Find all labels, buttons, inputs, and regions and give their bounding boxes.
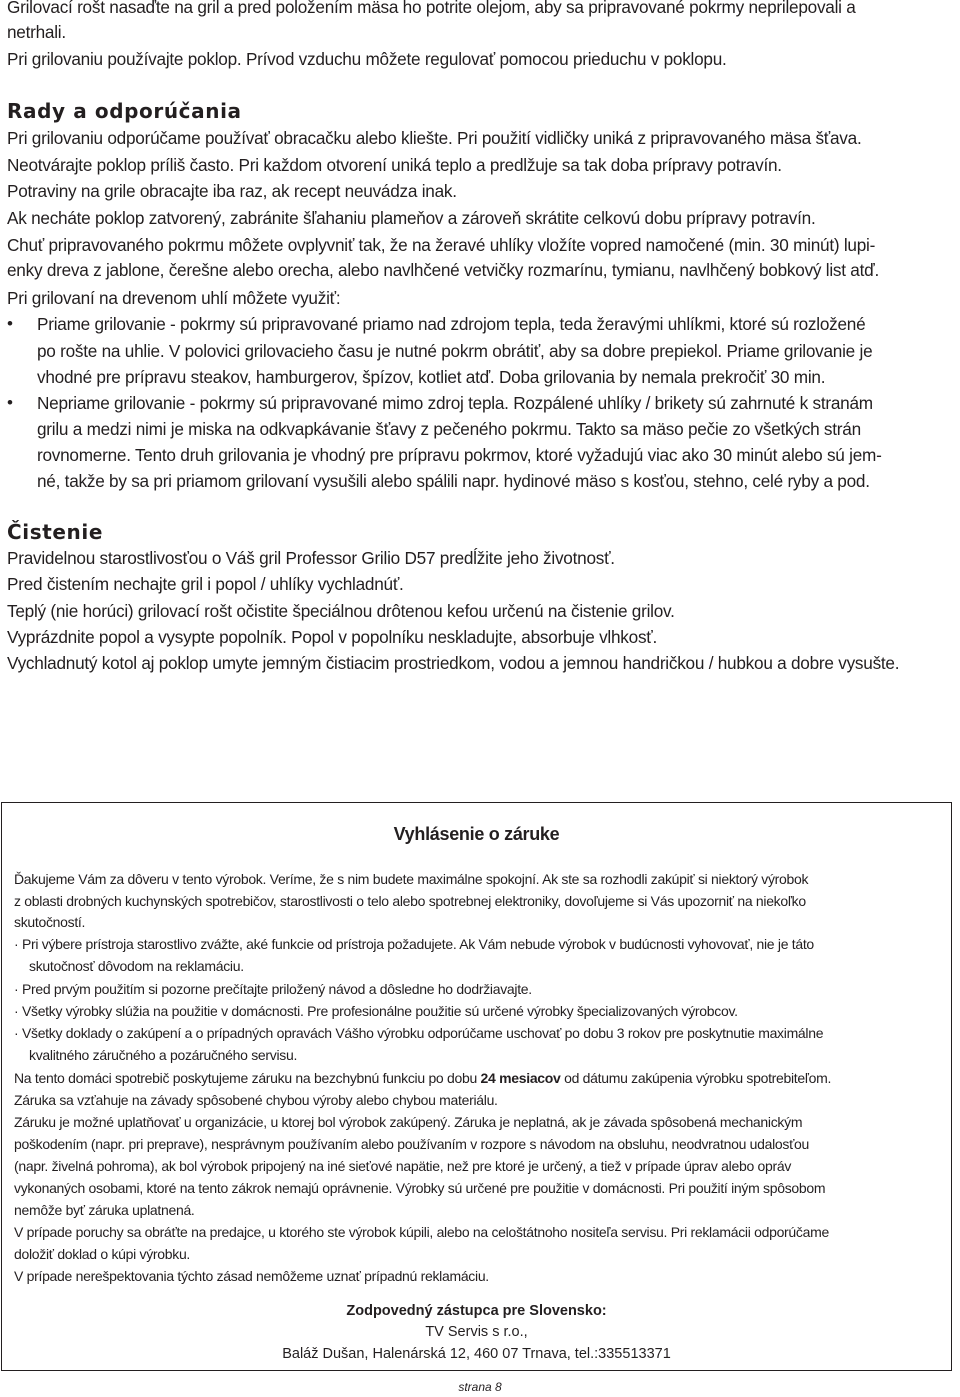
text-line: Vyprázdnite popol a vysypte popolník. Popol v popolníku neskladujte, absorbuje vlhkosť. [7, 627, 658, 647]
text-line: netrhali. [7, 22, 66, 42]
warranty-line: Záruka sa vzťahuje na závady spôsobené chybou výroby alebo chybou materiálu. [14, 1092, 498, 1108]
warranty-period-pre: Na tento domáci spotrebič poskytujeme záruku na bezchybnú funkciu po dobu [14, 1070, 481, 1086]
section-heading-rady: Rady a odporúčania [7, 99, 242, 123]
bullet-glyph: • [7, 314, 13, 333]
text-line: Pravidelnou starostlivosťou o Váš gril Professor Grilio D57 predĺžite jeho životnosť. [7, 548, 615, 568]
bullet-text-line: vhodné pre prípravu steakov, hamburgerov, špízov, kotliet atď. Doba grilovania by nemala prekročiť 30 min. [37, 367, 826, 387]
text-line: Vychladnutý kotol aj poklop umyte jemným čistiacim prostriedkom, vodou a jemnou handričkou / hubkou a dobre vysušte. [7, 653, 900, 673]
text-line: Ak necháte poklop zatvorený, zabránite šľahaniu plameňov a zároveň skrátite celkovú dobu prípravy potravín. [7, 208, 816, 228]
warranty-title: Vyhlásenie o záruke [393, 824, 560, 844]
bullet-text-line: rovnomerne. Tento druh grilovania je vhodný pre prípravu pokrmov, ktoré vyžadujú viac ako 30 minút alebo sú jem- [37, 445, 882, 465]
text-line: Potraviny na grile obracajte iba raz, ak recept neuvádza inak. [7, 181, 457, 201]
warranty-line: vykonaných osobami, ktoré na tento zákrok nemajú oprávnenie. Výrobky sú určené pre použitie v domácnosti. Pri použití iným spôsobom [14, 1180, 826, 1196]
bullet-text-line: Priame grilovanie - pokrmy sú pripravované priamo nad zdrojom tepla, teda žeravými uhlíkmi, ktoré sú rozložené [37, 314, 866, 334]
warranty-line: doložiť doklad o kúpi výrobku. [14, 1246, 191, 1262]
warranty-line: V prípade poruchy sa obráťte na predajce, u ktorého ste výrobok kúpili, alebo na celoštátnoho nositeľa servisu. Pri reklamácii odporúčame [14, 1224, 829, 1240]
warranty-period-line [14, 1069, 831, 1088]
warranty-line: skutočnosť dôvodom na reklamáciu. [29, 958, 244, 974]
bullet-text-line: né, takže by sa pri priamom grilovaní vysušili alebo spálili napr. hydinové mäso s kosťou, stehno, celé ryby a pod. [37, 471, 870, 491]
page-number: strana 8 [458, 1380, 502, 1394]
text-line: Grilovací rošt nasaďte na gril a pred položením mäsa ho potrite olejom, aby sa pripravované pokrmy neprilepovali a [7, 0, 856, 17]
section-heading-cistenie: Čistenie [7, 520, 104, 544]
warranty-line: kvalitného záručného a pozáručného servisu. [29, 1047, 298, 1063]
text-line: Neotvárajte poklop príliš často. Pri každom otvorení uniká teplo a predlžuje sa tak doba prípravy potravín. [7, 155, 782, 175]
representative-company: TV Servis s r.o., [425, 1324, 528, 1340]
text-line: Chuť pripravovaného pokrmu môžete ovplyvniť tak, že na žeravé uhlíky vložíte vopred namočené (min. 30 minút) lupi- [7, 235, 876, 255]
warranty-line: · Pred prvým použitím si pozorne prečítajte priložený návod a dôsledne ho dodržiavajte. [14, 981, 532, 997]
warranty-line: Záruku je možné uplatňovať u organizácie, u ktorej bol výrobok zakúpený. Záruka je neplatná, ak je závada spôsobená mechanickým [14, 1114, 803, 1130]
representative-title-text: Zodpovedný zástupca pre Slovensko: [346, 1303, 607, 1319]
representative-title [2, 1301, 951, 1321]
warranty-line: · Pri výbere prístroja starostlivo zvážte, aké funkcie od prístroja požadujete. Ak Vám nebude výrobok v budúcnosti vyhovovať, nie je táto [14, 936, 814, 952]
warranty-line: · Všetky výrobky slúžia na použitie v domácnosti. Pre profesionálne použitie sú určené výrobky špecializovaných výrobcov. [14, 1003, 738, 1019]
warranty-line: skutočností. [14, 914, 86, 930]
text-line: Pri grilovaní na drevenom uhlí môžete využiť: [7, 288, 341, 308]
warranty-line: V prípade nerešpektovania týchto zásad nemôžeme uznať prípadnú reklamáciu. [14, 1268, 489, 1284]
bullet-text-line: Nepriame grilovanie - pokrmy sú pripravované mimo zdroj tepla. Rozpálené uhlíky / brikety sú zahrnuté k stranám [37, 393, 873, 413]
text-line: enky dreva z jablone, čerešne alebo orecha, alebo navlhčené vetvičky rozmarínu, tymianu, navlhčený bobkový list atď. [7, 260, 879, 280]
bullet-text-line: grilu a medzi nimi je miska na odkvapkávanie šťavy z pečeného pokrmu. Takto sa mäso pečie zo všetkých strán [37, 419, 861, 439]
text-line: Pred čistením nechajte gril i popol / uhlíky vychladnúť. [7, 574, 404, 594]
text-line: Pri grilovaniu odporúčame používať obracačku alebo kliešte. Pri použití vidličky uniká z pripravovaného mäsa šťava. [7, 128, 862, 148]
warranty-line: poškodením (napr. pri preprave), nesprávnym používaním alebo používaním v rozpore s návodom na obsluhu, neodvratnou udalosťou [14, 1136, 810, 1152]
representative-address: Baláž Dušan, Halenárská 12, 460 07 Trnava, tel.:335513371 [282, 1346, 671, 1362]
warranty-line: nemôže byť záruka uplatnená. [14, 1202, 195, 1218]
warranty-line: (napr. živelná pohroma), ak bol výrobok pripojený na iné sieťové napätie, než pre ktoré je určený, a tiež v prípade úprav alebo opráv [14, 1158, 792, 1174]
warranty-line: · Všetky doklady o zakúpení a o prípadných opravách Vášho výrobku odporúčame uschovať po dobu 3 rokov pre poskytnutie maximálne [14, 1025, 824, 1041]
bullet-glyph: • [7, 393, 13, 412]
warranty-line: z oblasti drobných kuchynských spotrebičov, starostlivosti o telo alebo spotrebnej elektroniky, dovoľujeme si Vás upozorniť na niekoľko [14, 893, 806, 909]
warranty-period-bold: 24 mesiacov [480, 1070, 561, 1086]
bullet-text-line: po rošte na uhlie. V polovici grilovacieho času je nutné pokrm obrátiť, aby sa dobre prepiekol. Priame grilovanie je [37, 341, 873, 361]
text-line: Teplý (nie horúci) grilovací rošt očistite špeciálnou drôtenou kefou určenú na čistenie grilov. [7, 601, 675, 621]
text-line: Pri grilovaniu používajte poklop. Prívod vzduchu môžete regulovať pomocou prieduchu v poklopu. [7, 49, 727, 69]
warranty-box [1, 802, 952, 1371]
warranty-period-post: od dátumu zakúpenia výrobku spotrebiteľom. [560, 1070, 832, 1086]
warranty-line: Ďakujeme Vám za dôveru v tento výrobok. Veríme, že s nim budete maximálne spokojní. Ak ste sa rozhodli zakúpiť si niektorý výrobok [14, 871, 809, 887]
